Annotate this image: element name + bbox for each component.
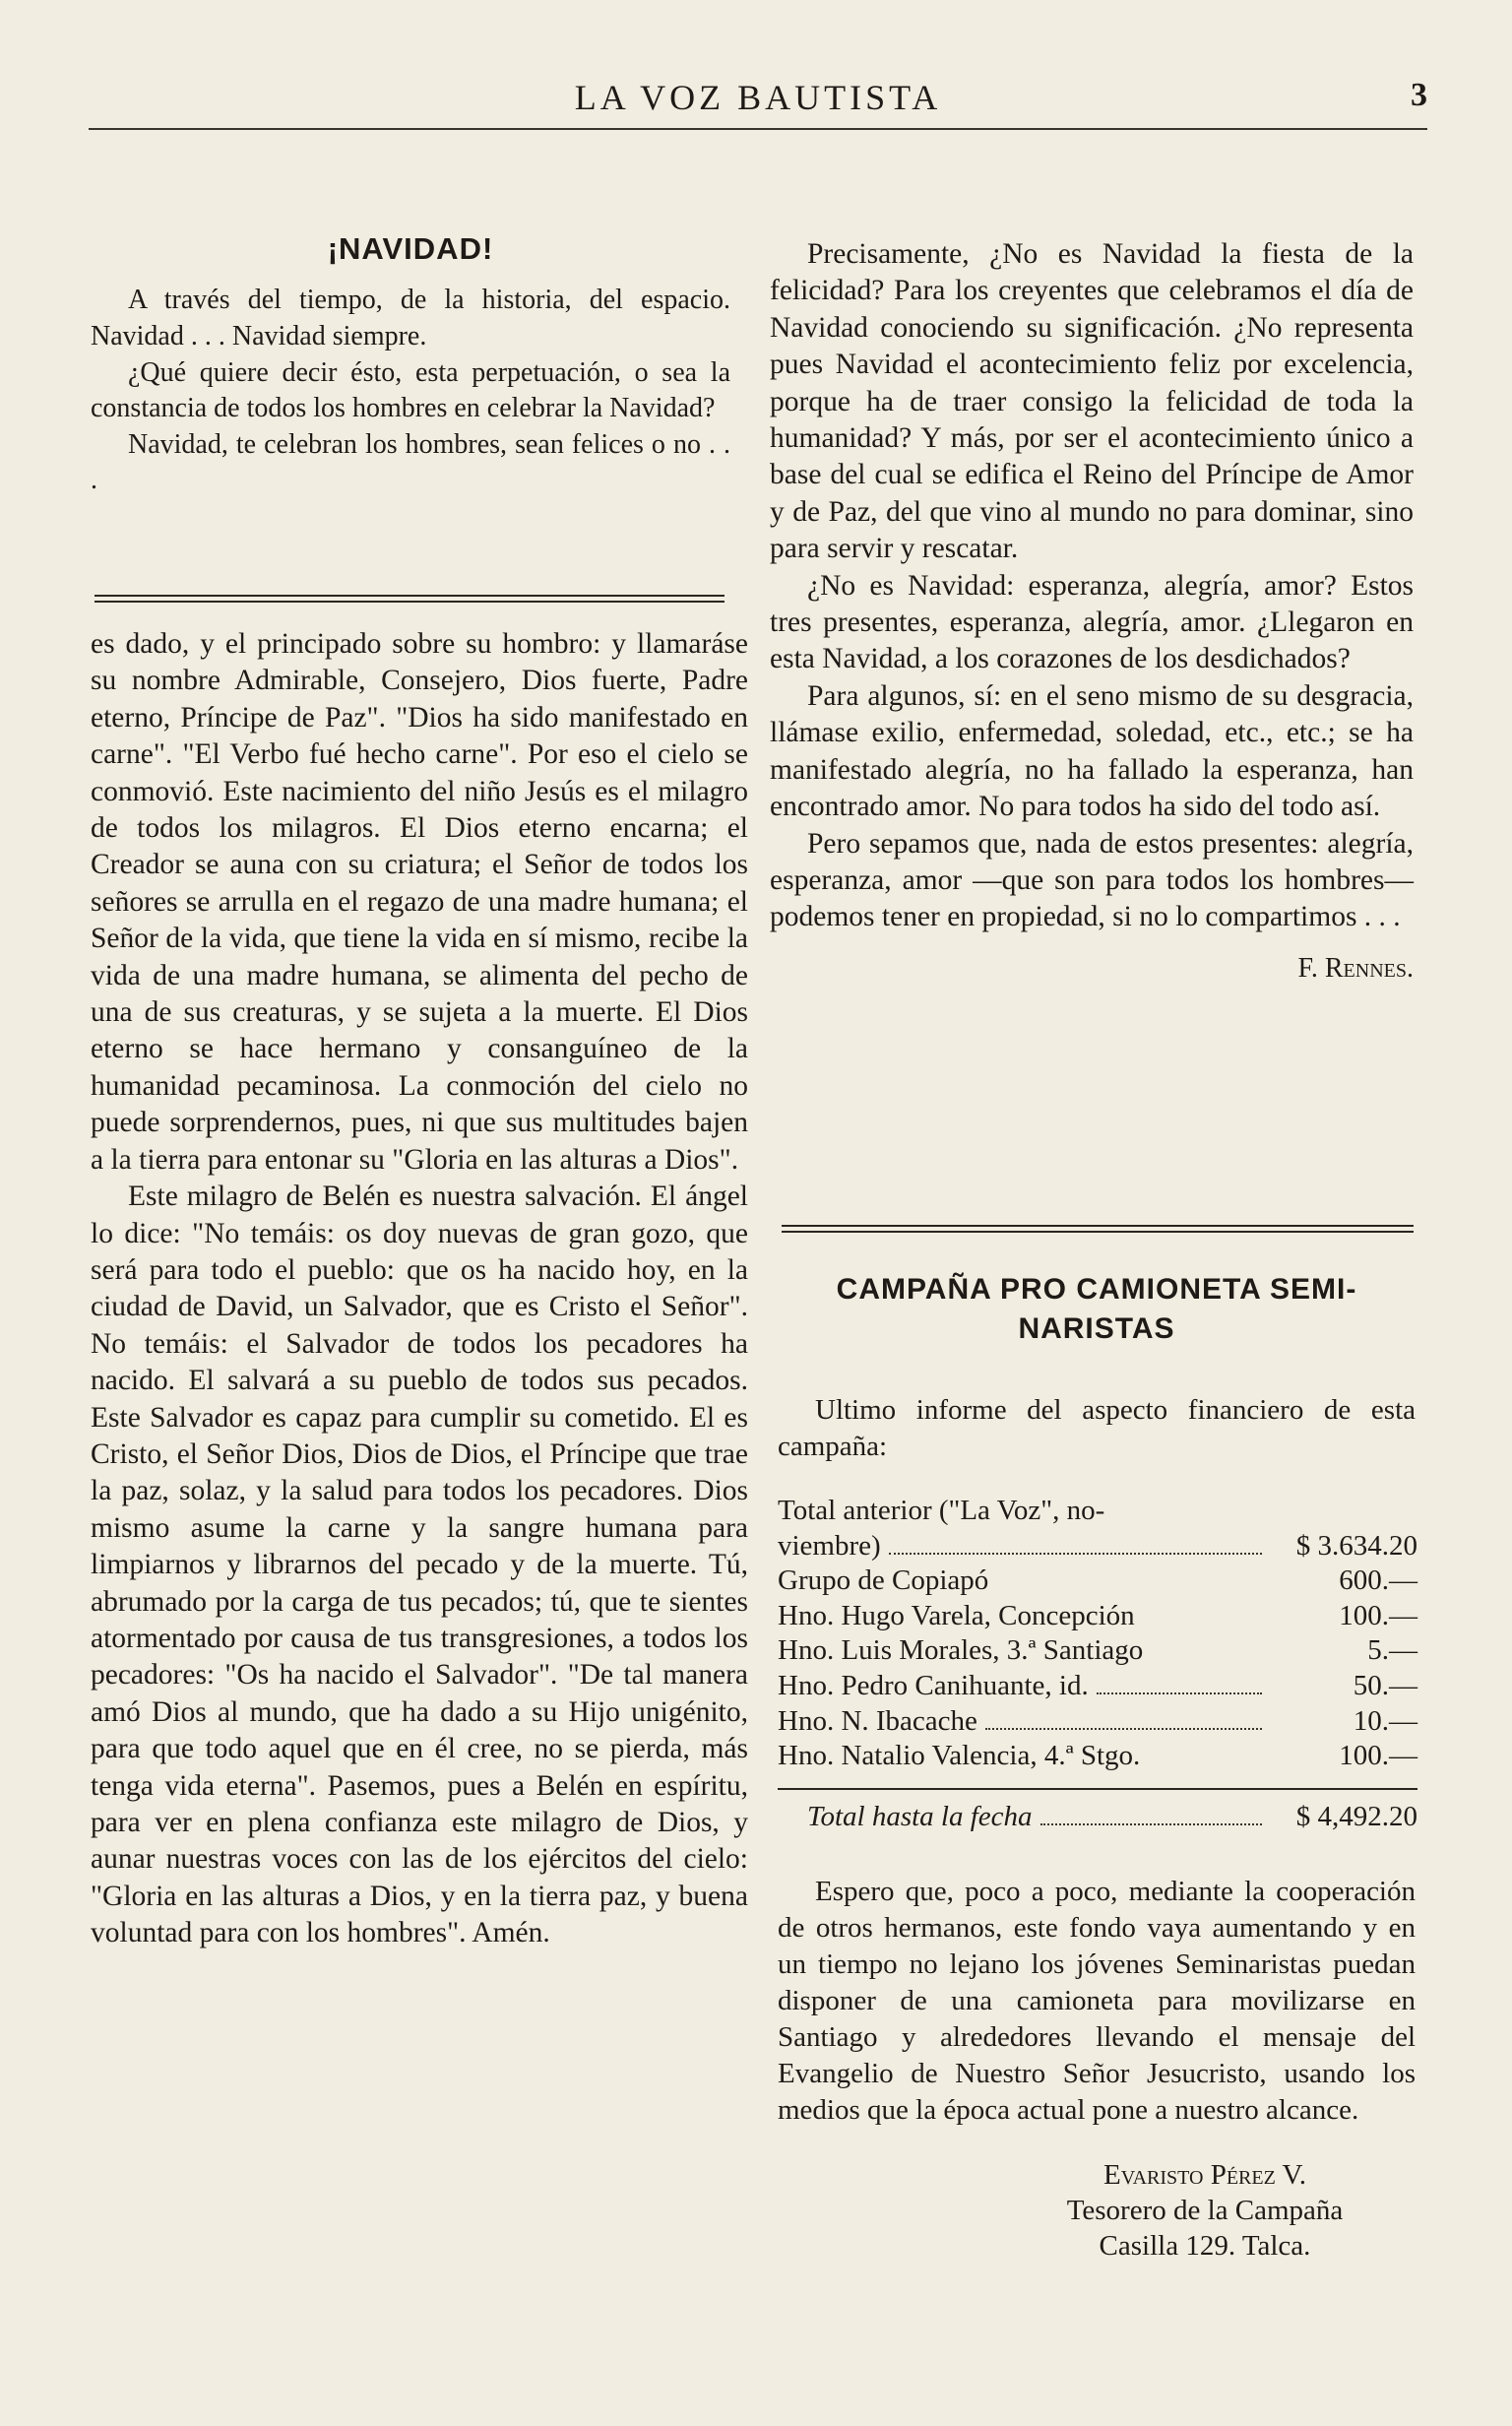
signature-role: Tesorero de la Campaña bbox=[1066, 2195, 1344, 2227]
ledger-amount: $ 3.634.20 bbox=[1295, 1529, 1418, 1562]
ledger-label: Hno. Luis Morales, 3.ª Santiago bbox=[778, 1634, 1144, 1667]
ledger-row bbox=[778, 1599, 1418, 1634]
ledger-row bbox=[778, 1529, 1418, 1564]
campaign-closing: Espero que, poco a poco, mediante la cooperación de otros hermanos, este fondo vaya aumentando y en un tiempo no lejano los jóvenes Seminaristas puedan disponer de una camioneta para movilizarse en Santiago y alrededores llevando el mensaje del Evangelio de Nuestro Señor Jesucristo, usando los medios que la época actual pone a nuestro alcance. bbox=[778, 1876, 1416, 2127]
ledger-label: viembre) bbox=[778, 1529, 881, 1562]
ledger-first-line: Total anterior ("La Voz", no- bbox=[778, 1495, 1105, 1526]
article-title: ¡NAVIDAD! bbox=[327, 231, 494, 266]
leader-dots bbox=[889, 1553, 1262, 1555]
leader-dots bbox=[985, 1728, 1262, 1730]
ledger-total-row bbox=[778, 1800, 1418, 1835]
campaign-title-line: CAMPAÑA PRO CAMIONETA SEMI- bbox=[836, 1273, 1357, 1306]
article-signature: F. Rennes. bbox=[1297, 952, 1414, 984]
ledger-label: Hno. Pedro Canihuante, id. bbox=[778, 1669, 1089, 1701]
campaign-title-line: NARISTAS bbox=[1018, 1312, 1175, 1345]
navidad-continuation bbox=[770, 236, 1414, 987]
ledger-amount: 10.— bbox=[1353, 1704, 1418, 1737]
ledger-label: Hno. Hugo Varela, Concepción bbox=[778, 1599, 1135, 1631]
magazine-title: LA VOZ BAUTISTA bbox=[574, 78, 942, 117]
section-divider bbox=[782, 1225, 1414, 1233]
section-divider bbox=[94, 595, 724, 603]
leader-dots bbox=[1040, 1823, 1262, 1825]
campaign-signature bbox=[778, 2157, 1416, 2264]
ledger-amount: 100.— bbox=[1339, 1599, 1418, 1631]
ledger-amount: 50.— bbox=[1353, 1669, 1418, 1701]
ledger-amount: 100.— bbox=[1339, 1740, 1418, 1772]
ledger-row bbox=[778, 1633, 1418, 1669]
financial-ledger bbox=[778, 1494, 1416, 1834]
campaign-section bbox=[778, 1270, 1416, 2264]
intro-paragraph: ¿Qué quiere decir ésto, esta perpetuación, o sea la constancia de todos los hombres en celebrar la Navidad? bbox=[91, 356, 730, 424]
leader-dots bbox=[1097, 1692, 1262, 1694]
ledger-row bbox=[778, 1739, 1418, 1774]
ledger-amount: 5.— bbox=[1367, 1634, 1418, 1667]
body-paragraph: Para algunos, sí: en el seno mismo de su desgracia, llámase exilio, enfermedad, soledad, etc., etc.; se ha manifestado alegría, no ha fallado la esperanza, han encontrado amor. No para todos ha sido del todo así. bbox=[770, 679, 1414, 823]
body-paragraph: Pero sepamos que, nada de estos presentes: alegría, esperanza, amor —que son para todos los hombres— podemos tener en propiedad, si no lo compartimos . . . bbox=[770, 827, 1414, 933]
campaign-title bbox=[778, 1270, 1416, 1349]
page-header bbox=[89, 77, 1427, 136]
campaign-intro: Ultimo informe del aspecto financiero de esta campaña: bbox=[778, 1394, 1416, 1462]
ledger-row bbox=[778, 1704, 1418, 1740]
ledger-amount: 600.— bbox=[1339, 1564, 1418, 1597]
intro-paragraph: A través del tiempo, de la historia, del espacio. Navidad . . . Navidad siempre. bbox=[91, 285, 730, 351]
body-paragraph: Este milagro de Belén es nuestra salvación. El ángel lo dice: "No temáis: os doy nuevas de gran gozo, que será para todo el pueblo: que os ha nacido hoy, en la ciudad de David, un Salvador, que es Cristo el Señor". No temáis: el Salvador de todos los pecadores ha nacido. El salvará a su pueblo de todos sus pecados. Este Salvador es capaz para cumplir su cometido. El es Cristo, el Señor Dios, Dios de Dios, el Príncipe que trae la paz, solaz, y la salud para todos los pecadores. Dios mismo asume la carne y la sangre humana para limpiarnos y librarnos del pecado y de la muerte. Tú, abrumado por la carga de tus pecados; tú, que te sientes atormentado por causa de tus transgresiones, a todos los pecadores: "Os ha nacido el Salvador". "De tal manera amó Dios al mundo, que ha dado a su Hijo unigénito, para que todo aquel que en él cree, no se pierda, más tenga vida eterna". Pasemos, pues a Belén en espíritu, para ver en plena confianza este milagro de Dios, y aunar nuestras voces con las de los ejércitos del cielo: "Gloria en las alturas a Dios, y en la tierra paz, y buena voluntad para con los hombres". Amén. bbox=[91, 1181, 748, 1949]
total-amount: $ 4,492.20 bbox=[1295, 1800, 1418, 1832]
body-paragraph: es dado, y el principado sobre su hombro: y llamaráse su nombre Admirable, Consejero, Dios fuerte, Padre eterno, Príncipe de Paz". "Dios ha sido manifestado en carne". "El Verbo fué hecho carne". Por eso el cielo se conmovió. Este nacimiento del niño Jesús es el milagro de todos los milagros. El Dios eterno encarna; el Creador se auna con su criatura; el Señor de todos los señores se arrulla en el regazo de una madre humana; el Señor de la vida, que tiene la vida en sí mismo, recibe la vida de una madre humana, se alimenta del pecho de una de sus creaturas, y se sujeta a la muerte. El Dios eterno se hace hermano y consanguíneo de la humanidad pecaminosa. La conmoción del cielo no puede sorprendernos, pues, ni que sus multitudes bajen a la tierra para entonar su "Gloria en las alturas a Dios". bbox=[91, 628, 748, 1176]
signature-address: Casilla 129. Talca. bbox=[1099, 2230, 1311, 2263]
ledger-label: Grupo de Copiapó bbox=[778, 1564, 989, 1597]
ledger-row bbox=[778, 1669, 1418, 1704]
total-rule bbox=[778, 1788, 1418, 1790]
ledger-label: Hno. Natalio Valencia, 4.ª Stgo. bbox=[778, 1740, 1141, 1772]
page-number: 3 bbox=[1411, 77, 1427, 113]
body-paragraph: ¿No es Navidad: esperanza, alegría, amor? Estos tres presentes, esperanza, alegría, amor. ¿Llegaron en esta Navidad, a los corazones de los desdichados? bbox=[770, 569, 1414, 675]
ledger-row bbox=[778, 1564, 1418, 1599]
ledger-label: Hno. N. Ibacache bbox=[778, 1704, 977, 1737]
body-paragraph: Precisamente, ¿No es Navidad la fiesta de la felicidad? Para los creyentes que celebramos el día de Navidad conociendo su significación. ¿No representa pues Navidad el acontecimiento feliz por excelencia, porque ha de traer consigo la felicidad de toda la humanidad? Y más, por ser el acontecimiento único a base del cual se edifica el Reino del Príncipe de Amor y de Paz, del que vino al mundo no para dominar, sino para servir y rescatar. bbox=[770, 238, 1414, 565]
header-rule bbox=[89, 128, 1427, 130]
total-label: Total hasta la fecha bbox=[807, 1800, 1033, 1832]
signature-name: Evaristo Pérez V. bbox=[1103, 2159, 1306, 2192]
intro-paragraph: Navidad, te celebran los hombres, sean felices o no . . . bbox=[91, 428, 730, 496]
navidad-body bbox=[91, 626, 748, 1952]
navidad-intro bbox=[91, 230, 730, 499]
